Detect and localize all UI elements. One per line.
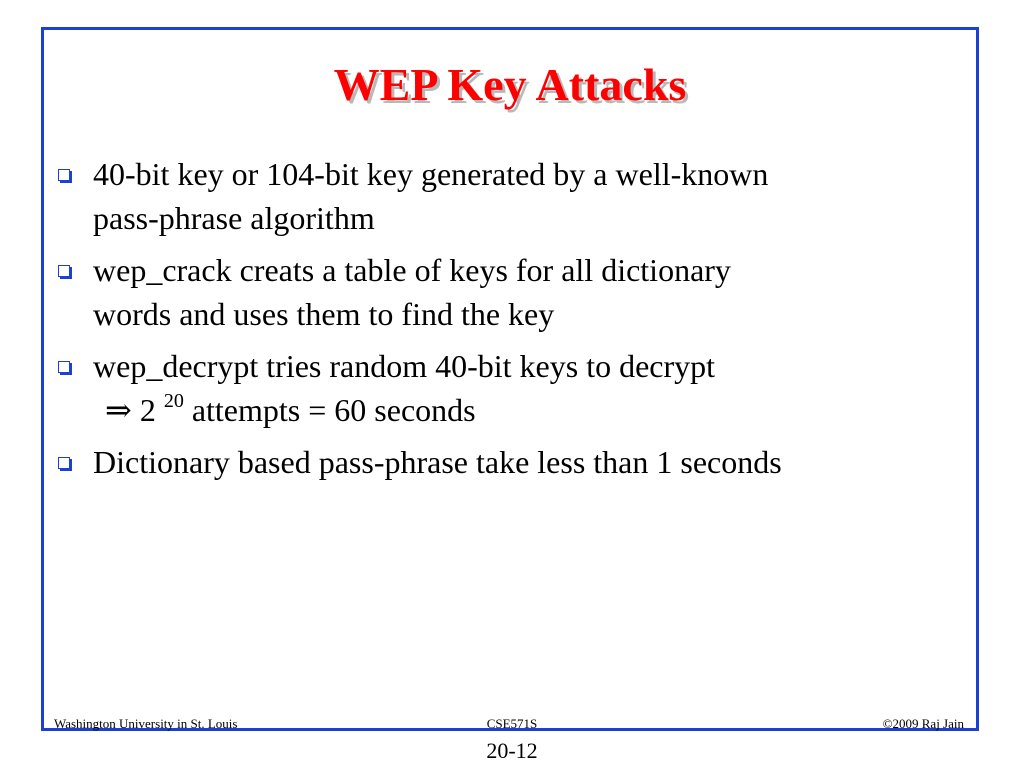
bullet-list xyxy=(55,152,970,492)
square-bullet-icon xyxy=(58,457,70,469)
power-exponent: 20 xyxy=(163,390,184,412)
footer-course: CSE571S xyxy=(486,716,538,731)
slide-title: WEP Key Attacks xyxy=(333,59,687,110)
bullet-line: 40-bit key or 104-bit key generated by a well-known xyxy=(93,156,769,192)
bullet-line: wep_crack creats a table of keys for all dictionary xyxy=(93,252,731,288)
attempts-text: attempts = 60 seconds xyxy=(191,392,476,428)
bullet-line: pass-phrase algorithm xyxy=(93,200,375,236)
square-bullet-icon xyxy=(58,361,70,373)
bullet-item xyxy=(55,440,970,484)
bullet-line xyxy=(93,388,970,432)
bullet-item xyxy=(55,248,970,336)
bullet-line: words and uses them to find the key xyxy=(93,296,555,332)
page-number: 20-12 xyxy=(486,738,538,763)
square-bullet-icon xyxy=(58,169,70,181)
bullet-item xyxy=(55,152,970,240)
implies-arrow-icon: ⇒ xyxy=(105,392,132,428)
power-base: 2 xyxy=(139,392,156,428)
bullet-line: wep_decrypt tries random 40-bit keys to decrypt xyxy=(93,348,716,384)
bullet-line: Dictionary based pass-phrase take less than 1 seconds xyxy=(93,444,782,480)
square-bullet-icon xyxy=(58,265,70,277)
bullet-item xyxy=(55,344,970,432)
footer-institution: Washington University in St. Louis xyxy=(54,716,238,731)
footer-copyright: ©2009 Raj Jain xyxy=(882,716,964,731)
